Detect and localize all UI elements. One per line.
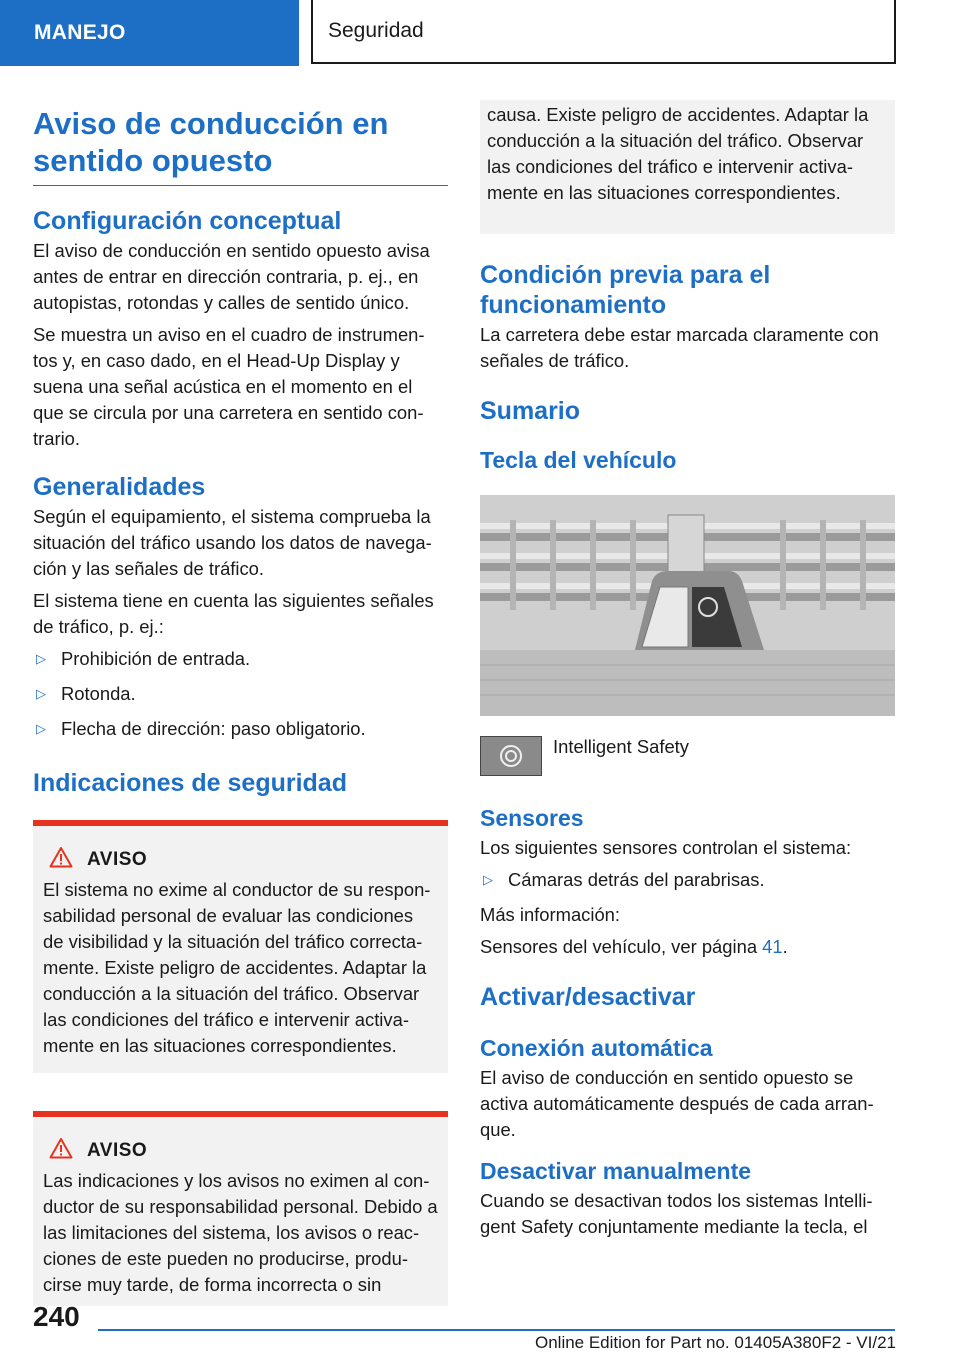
warning-box-2 — [33, 1111, 448, 1306]
heading-activate: Activar/desactivar — [480, 983, 696, 1011]
figure-caption — [480, 736, 895, 776]
heading-concept: Configuración conceptual — [33, 207, 342, 235]
section-label: Seguridad — [328, 19, 424, 42]
sign-list — [33, 646, 448, 742]
section-header — [311, 0, 896, 64]
heading-summary: Sumario — [480, 397, 581, 425]
heading-manual: Desactivar manualmente — [480, 1158, 752, 1184]
warning-text: Las indicaciones y los avisos no eximen al con‐ductor de su responsabilidad personal. Debido a las limitaciones del sistema, los avisos o reac‐ciones de este pueden no producirse, produ‐cirse muy tarde, de forma incorrecta o sin — [43, 1170, 438, 1295]
list-item: ▷ Prohibición de entrada. — [33, 646, 448, 672]
warning-box-2-continued — [480, 100, 895, 234]
paragraph-auto: El aviso de conducción en sentido opuesto se activa automáticamente después de cada arran‐que. — [480, 1067, 874, 1140]
chapter-tab — [0, 0, 299, 66]
paragraph-sensors: Los siguientes sensores controlan el sistema: — [480, 837, 852, 858]
left-column — [33, 100, 448, 1306]
paragraph-general-1: Según el equipamiento, el sistema comprueba la situación del tráfico usando los datos de navega‐ción y las señales de tráfico. — [33, 506, 432, 579]
warning-triangle-icon — [49, 1137, 73, 1164]
right-column — [480, 100, 895, 1246]
paragraph-concept-2: Se muestra un aviso en el cuadro de instrumen‐tos y, en caso dado, en el Head-Up Display y suena una señal acústica en el momento en el que se circula por una carretera en sentido con‐trario. — [33, 324, 425, 449]
warning-label: AVISO — [87, 848, 148, 870]
heading-auto: Conexión automática — [480, 1035, 713, 1061]
triangle-bullet-icon: ▷ — [36, 686, 46, 701]
heading-general: Generalidades — [33, 473, 206, 501]
edition-footer: Online Edition for Part no. 01405A380F2 - VI/21 — [534, 1333, 896, 1352]
paragraph-reference: Sensores del vehículo, ver página 41. — [480, 936, 788, 957]
heading-safety: Indicaciones de seguridad — [33, 769, 347, 797]
list-item: ▷ Cámaras detrás del parabrisas. — [480, 867, 895, 893]
heading-vehicle-button: Tecla del vehículo — [480, 447, 677, 473]
paragraph-manual: Cuando se desactivan todos los sistemas Intelli‐gent Safety conjuntamente mediante la tecla, el — [480, 1190, 873, 1237]
footer-rule — [98, 1329, 895, 1331]
paragraph-concept-1: El aviso de conducción en sentido opuesto avisa antes de entrar en dirección contraria, p. ej., en autopistas, rotondas y calles de sentido único. — [33, 240, 430, 313]
list-item: ▷ Flecha de dirección: paso obligatorio. — [33, 716, 448, 742]
triangle-bullet-icon: ▷ — [36, 651, 46, 666]
paragraph-more-info: Más información: — [480, 904, 621, 925]
intelligent-safety-button-icon — [480, 736, 542, 776]
page-reference-link[interactable]: 41 — [762, 936, 783, 957]
page-number: 240 — [33, 1301, 80, 1332]
paragraph-general-2: El sistema tiene en cuenta las siguientes señales de tráfico, p. ej.: — [33, 590, 434, 637]
warning-text: El sistema no exime al conductor de su respon‐sabilidad personal de evaluar las condiciones de visibilidad y la situación del tráfico correcta‐mente. Existe peligro de accidentes. Adaptar la conducción a la situación del tráfico. Observar las condiciones del tráfico e intervenir activa‐mente en las situaciones correspondientes. — [43, 879, 431, 1056]
warning-label: AVISO — [87, 1139, 148, 1161]
page-title: Aviso de conducción en sentido opuesto — [33, 105, 448, 186]
list-item: ▷ Rotonda. — [33, 681, 448, 707]
triangle-bullet-icon: ▷ — [483, 872, 493, 887]
sensor-list — [480, 867, 895, 893]
warning-text-continued: causa. Existe peligro de accidentes. Adaptar la conducción a la situación del tráfico. Observar las condiciones del tráfico e intervenir activa‐mente en las situaciones correspondientes. — [487, 104, 869, 203]
heading-precondition: Condición previa para el funcionamiento — [480, 261, 771, 319]
triangle-bullet-icon: ▷ — [36, 721, 46, 736]
warning-box — [33, 820, 448, 1073]
paragraph-precondition: La carretera debe estar marcada claramente con señales de tráfico. — [480, 324, 879, 371]
warning-triangle-icon — [49, 846, 73, 873]
chapter-label: MANEJO — [34, 21, 126, 44]
heading-sensors: Sensores — [480, 805, 584, 831]
vehicle-button-photo — [480, 495, 895, 716]
caption-text: Intelligent Safety — [553, 736, 689, 757]
